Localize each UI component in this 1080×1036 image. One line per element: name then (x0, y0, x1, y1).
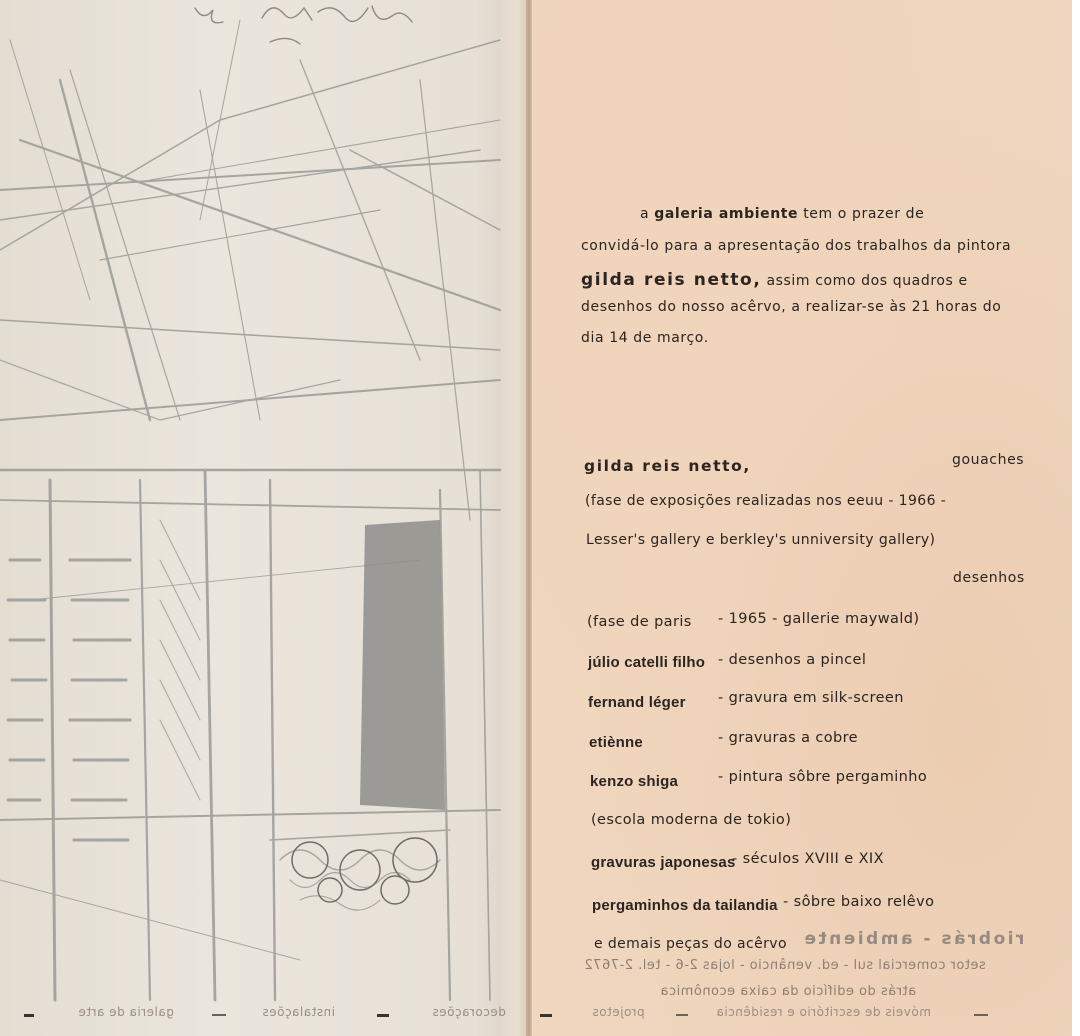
separator-dash (377, 1014, 389, 1017)
shadowed-window-shape (360, 520, 445, 810)
invitation-panel (532, 0, 1072, 1036)
program-item-desc: - desenhos a pincel (718, 652, 867, 668)
invitation-line-5: dia 14 de março. (581, 330, 709, 346)
program-item: etiènne (589, 734, 643, 751)
mirrored-address-2: atrás do edifício da caixa econômica (660, 984, 917, 999)
balcony-ornament (292, 838, 437, 904)
mirrored-service: decorações (432, 1005, 506, 1019)
program-item (587, 614, 692, 630)
separator-dash (676, 1014, 688, 1016)
line1-suffix: tem o prazer de (803, 206, 925, 222)
program-item: fernand léger (588, 694, 686, 711)
mirrored-address-1: setor comercial sul - ed. venâncio - lojas 2-6 - tel. 2-7672 (584, 958, 986, 973)
exhibitions-line-1: (fase de exposições realizadas nos eeuu - 1966 - (585, 493, 947, 509)
item-name: (fase de paris (587, 614, 692, 630)
thai-scrolls-name: pergaminhos da tailandia (592, 897, 778, 914)
mirrored-brand: riobrás - ambiente (802, 929, 1025, 949)
program-artist: gilda reis netto, (584, 457, 751, 475)
mirrored-service: móveis de escritório e residência (716, 1005, 931, 1019)
scan-edge (1072, 0, 1080, 1036)
gallery-name: galeria ambiente (654, 206, 799, 222)
japanese-prints-name: gravuras japonesas (591, 854, 736, 871)
pencil-sketch-illustration (0, 0, 528, 1036)
thai-scrolls-desc: - sôbre baixo relêvo (783, 894, 935, 910)
gouaches-label: gouaches (952, 452, 1025, 468)
mirrored-service: galeria de arte (78, 1005, 174, 1019)
mirrored-service: projetos (592, 1005, 645, 1019)
program-item: kenzo shiga (590, 773, 679, 790)
line3-suffix: assim como dos quadros e (766, 273, 968, 289)
separator-dash (974, 1014, 988, 1016)
program-item-desc: - 1965 - gallerie maywald) (718, 611, 920, 627)
invitation-line-4: desenhos do nosso acêrvo, a realizar-se às 21 horas do (581, 299, 1002, 315)
closing-line: e demais peças do acêrvo (594, 936, 787, 952)
program-item-desc: - pintura sôbre pergaminho (718, 769, 928, 785)
handwritten-signature (195, 6, 412, 44)
sketch-panel (0, 0, 528, 1036)
program-item-desc: - gravuras a cobre (718, 730, 858, 746)
separator-dash (540, 1014, 552, 1017)
separator-dash (212, 1014, 226, 1016)
program-item-desc: - gravura em silk-screen (718, 690, 904, 706)
invitation-line-2: convidá-lo para a apresentação dos trabalhos da pintora (581, 238, 1012, 254)
invitation-line-3 (581, 270, 968, 290)
invitation-line-1 (640, 206, 924, 222)
program-item: júlio catelli filho (588, 654, 706, 671)
school-note: (escola moderna de tokio) (591, 812, 792, 828)
mirrored-service: instalações (262, 1005, 336, 1019)
exhibitions-line-2: Lesser's gallery e berkley's unniversity gallery) (586, 532, 936, 548)
separator-dash (24, 1014, 34, 1017)
desenhos-label: desenhos (953, 570, 1025, 586)
artist-name-heading: gilda reis netto, (581, 270, 762, 290)
line1-prefix: a (640, 206, 650, 222)
japanese-prints-desc: - séculos XVIII e XIX (732, 851, 884, 867)
